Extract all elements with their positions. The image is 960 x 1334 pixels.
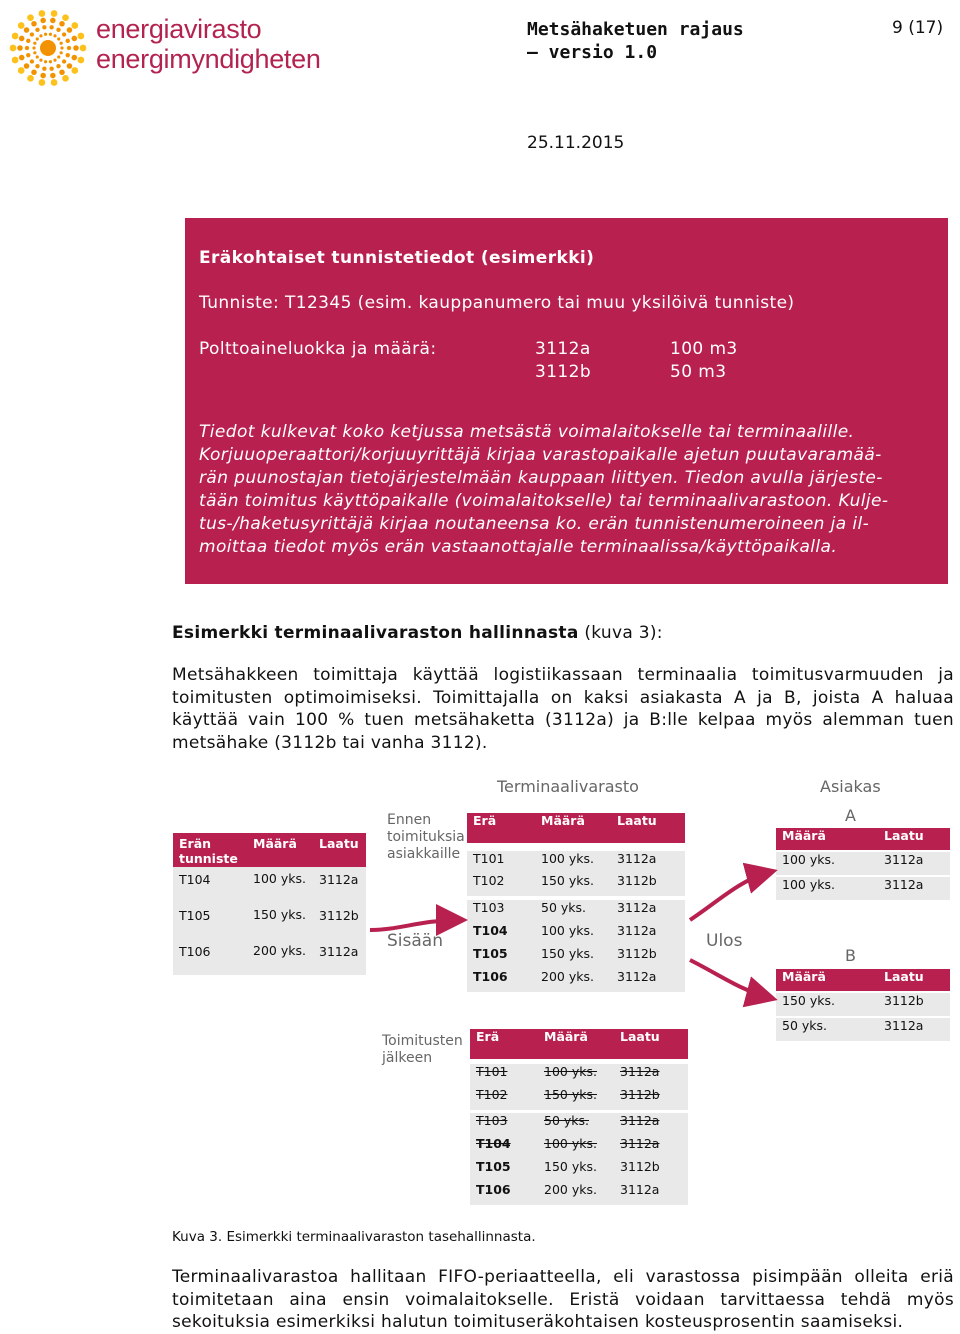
table-cell: 3112a [878,877,950,900]
table-cell: T101 [467,851,535,873]
table-cell: 200 yks. [535,969,611,992]
table-cell: 100 yks. [535,851,611,873]
section-heading-rest: (kuva 3): [578,623,663,643]
table-cell: T102 [470,1087,538,1110]
table-cell: 100 yks. [776,877,878,900]
table-cell: T106 [467,969,535,992]
table-cell: T105 [470,1159,538,1182]
cust-a-header: Määrä [782,828,826,843]
customers-title: Asiakas [820,777,881,796]
customer-b-label: B [845,946,856,965]
arrow-incoming-to-terminal [370,920,460,930]
table-cell: 50 yks. [535,900,611,923]
table-cell: T101 [470,1064,538,1087]
table-cell: 200 yks. [538,1182,614,1205]
table-cell: 150 yks. [776,993,878,1016]
table-cell: 100 yks. [776,852,878,875]
after-header: Määrä [544,1029,588,1044]
box-text-line: tus-/haketusyrittäjä kirjaa noutaneensa ko. erän tunnistenumeroineen ja il- [199,514,870,534]
table-cell: T104 [470,1136,538,1159]
document-title-line-2: – versio 1.0 [527,42,658,63]
table-cell: 150 yks. [538,1159,614,1182]
table-cell: 3112a [614,1136,688,1159]
table-cell: 3112b [611,873,685,896]
table-cell: T104 [467,923,535,946]
after-header: Laatu [620,1029,660,1044]
arrow-terminal-to-customer-b [690,960,770,998]
before-header: Määrä [541,813,585,828]
table-cell: 100 yks. [535,923,611,946]
table-cell: 100 yks. [538,1136,614,1159]
table-cell: 3112a [878,1018,950,1041]
box-text-line: tään toimitus käyttöpaikalle (voimalaitokselle) tai terminaalivarastoon. Kulje- [199,491,889,511]
table-cell: 3112a [611,923,685,946]
page-number: 9 (17) [892,18,944,38]
table-cell: 150 yks. [538,1087,614,1110]
brand-line-2: energimyndigheten [96,44,321,74]
fuel-class-1: 3112a [535,339,591,359]
label-before-line: toimituksia [387,829,465,845]
cust-b-header: Laatu [884,969,924,984]
table-cell: 3112b [878,993,950,1016]
table-cell: 200 yks. [247,939,313,975]
table-cell: 3112a [878,852,950,875]
cust-a-header: Laatu [884,828,924,843]
table-cell: 3112a [611,900,685,923]
section-heading-bold: Esimerkki terminaalivaraston hallinnasta [172,623,579,643]
table-cell: 150 yks. [535,873,611,896]
after-header: Erä [476,1029,500,1044]
incoming-header: Määrä [253,836,297,851]
table-cell: T105 [467,946,535,969]
fuel-amount-1: 100 m3 [670,339,738,359]
table-cell: 100 yks. [538,1064,614,1087]
box-text-line: moittaa tiedot myös erän vastaanottajalle terminaalissa/käyttöpaikalla. [199,537,838,557]
label-after-line: Toimitusten [382,1033,463,1049]
label-after-line: jälkeen [382,1050,433,1066]
incoming-header: Laatu [319,836,359,851]
table-cell: 3112a [313,867,366,903]
label-in: Sisään [387,931,443,951]
fuel-class-label: Polttoaineluokka ja määrä: [199,339,437,359]
terminal-title: Terminaalivarasto [497,777,639,796]
table-cell: 3112b [614,1087,688,1110]
table-cell: T104 [173,867,247,903]
table-cell: 3112a [614,1064,688,1087]
fuel-amount-2: 50 m3 [670,362,727,382]
table-cell: 3112a [614,1182,688,1205]
box-heading: Eräkohtaiset tunnistetiedot (esimerkki) [199,248,595,268]
arrow-terminal-to-customer-a [690,872,770,920]
before-header: Laatu [617,813,657,828]
table-cell: T103 [467,900,535,923]
table-cell: 3112b [611,946,685,969]
brand-line-1: energiavirasto [96,14,262,44]
table-cell: 100 yks. [247,867,313,903]
label-before-line: Ennen [387,812,432,828]
table-cell: 150 yks. [535,946,611,969]
table-cell: T106 [470,1182,538,1205]
table-cell: 150 yks. [247,903,313,939]
box-identifier: Tunniste: T12345 (esim. kauppanumero tai muu yksilöivä tunniste) [199,293,795,313]
box-text-line: Tiedot kulkevat koko ketjussa metsästä voimalaitokselle tai terminaalille. [199,422,855,442]
closing-paragraph: Terminaalivarastoa hallitaan FIFO-periaatteella, eli varastossa pisimpään olleita eriä toimitetaan aina ensin voimalaitokselle. Eristä voidaan tarvittaessa tehdä myös sekoituksia esimerkiksi halutun toimituseräkohtaisen kosteusprosentin saamiseksi. [172,1267,954,1332]
fuel-class-2: 3112b [535,362,592,382]
before-header: Erä [473,813,497,828]
table-cell: T102 [467,873,535,896]
box-text-line: Korjuuoperaattori/korjuuyrittäjä kirjaa varastopaikalle ajetun puutavaramää- [199,445,882,465]
table-cell: 3112b [313,903,366,939]
table-cell: 50 yks. [776,1018,878,1041]
section-paragraph: Metsähakkeen toimittaja käyttää logistiikassaan terminaalia toimitusvarmuuden ja toimitusten optimoimiseksi. Toimittajalla on kaksi asiakasta A ja B, joista A haluaa käyttää vain 100 % tuen metsähaketta (3112a) ja B:lle kelpaa myös alemman tuen metsähake (3112b tai vanha 3112). [172,665,954,753]
label-out: Ulos [706,931,743,951]
incoming-header: Erän tunniste [179,836,238,866]
box-text-line: rän puunostajan tietojärjestelmään kauppaan liittyen. Tiedon avulla järjeste- [199,468,883,488]
table-cell: 3112a [611,969,685,992]
table-cell: 3112a [614,1113,688,1136]
figure-caption: Kuva 3. Esimerkki terminaalivaraston tasehallinnasta. [172,1229,536,1245]
customer-a-label: A [845,806,856,825]
label-before-line: asiakkaille [387,846,461,862]
document-title-line-1: Metsähaketuen rajaus [527,19,744,40]
table-cell: 50 yks. [538,1113,614,1136]
table-cell: T105 [173,903,247,939]
table-cell: 3112b [614,1159,688,1182]
table-cell: 3112a [611,851,685,873]
table-cell: T106 [173,939,247,975]
table-cell: 3112a [313,939,366,975]
cust-b-header: Määrä [782,969,826,984]
table-cell: T103 [470,1113,538,1136]
document-date: 25.11.2015 [527,133,625,153]
